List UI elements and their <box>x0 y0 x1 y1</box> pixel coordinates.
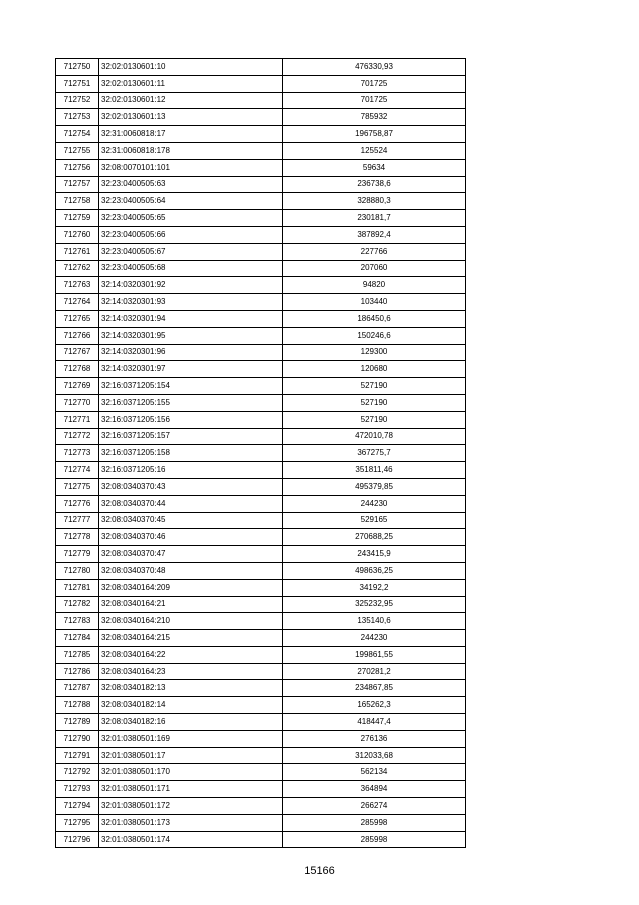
row-id-cell: 712752 <box>56 92 99 109</box>
value-cell: 527190 <box>283 411 466 428</box>
row-id-cell: 712775 <box>56 478 99 495</box>
value-cell: 472010,78 <box>283 428 466 445</box>
table-row <box>56 781 466 798</box>
row-id-cell: 712768 <box>56 361 99 378</box>
row-id-cell: 712751 <box>56 75 99 92</box>
table-row <box>56 495 466 512</box>
cadastral-code-cell: 32:08:0340164:215 <box>99 630 283 647</box>
table-row <box>56 747 466 764</box>
cadastral-code-cell: 32:08:0340370:46 <box>99 529 283 546</box>
row-id-cell: 712792 <box>56 764 99 781</box>
row-id-cell: 712755 <box>56 142 99 159</box>
cadastral-code-cell: 32:31:0060818:17 <box>99 126 283 143</box>
table-row <box>56 798 466 815</box>
row-id-cell: 712786 <box>56 663 99 680</box>
table-row <box>56 361 466 378</box>
cadastral-code-cell: 32:23:0400505:67 <box>99 243 283 260</box>
cadastral-code-cell: 32:08:0340164:22 <box>99 646 283 663</box>
table-row <box>56 646 466 663</box>
cadastral-code-cell: 32:02:0130601:11 <box>99 75 283 92</box>
value-cell: 244230 <box>283 630 466 647</box>
value-cell: 476330,93 <box>283 59 466 76</box>
table-row <box>56 512 466 529</box>
cadastral-code-cell: 32:16:0371205:155 <box>99 394 283 411</box>
table-row <box>56 764 466 781</box>
cadastral-code-cell: 32:31:0060818:178 <box>99 142 283 159</box>
row-id-cell: 712767 <box>56 344 99 361</box>
table-row <box>56 663 466 680</box>
value-cell: 165262,3 <box>283 697 466 714</box>
row-id-cell: 712754 <box>56 126 99 143</box>
value-cell: 243415,9 <box>283 546 466 563</box>
cadastral-code-cell: 32:14:0320301:97 <box>99 361 283 378</box>
row-id-cell: 712777 <box>56 512 99 529</box>
cadastral-code-cell: 32:08:0340164:209 <box>99 579 283 596</box>
table-row <box>56 260 466 277</box>
value-cell: 785932 <box>283 109 466 126</box>
cadastral-code-cell: 32:16:0371205:157 <box>99 428 283 445</box>
row-id-cell: 712760 <box>56 226 99 243</box>
row-id-cell: 712753 <box>56 109 99 126</box>
table-row <box>56 562 466 579</box>
row-id-cell: 712782 <box>56 596 99 613</box>
value-cell: 701725 <box>283 75 466 92</box>
cadastral-code-cell: 32:08:0340182:16 <box>99 714 283 731</box>
cadastral-code-cell: 32:08:0340370:45 <box>99 512 283 529</box>
row-id-cell: 712781 <box>56 579 99 596</box>
cadastral-code-cell: 32:08:0340164:210 <box>99 613 283 630</box>
records-table <box>55 58 466 848</box>
table-row <box>56 831 466 848</box>
value-cell: 94820 <box>283 277 466 294</box>
row-id-cell: 712762 <box>56 260 99 277</box>
row-id-cell: 712783 <box>56 613 99 630</box>
value-cell: 236738,6 <box>283 176 466 193</box>
cadastral-code-cell: 32:16:0371205:158 <box>99 445 283 462</box>
table-row <box>56 210 466 227</box>
row-id-cell: 712764 <box>56 294 99 311</box>
value-cell: 418447,4 <box>283 714 466 731</box>
row-id-cell: 712784 <box>56 630 99 647</box>
cadastral-code-cell: 32:23:0400505:65 <box>99 210 283 227</box>
cadastral-code-cell: 32:23:0400505:64 <box>99 193 283 210</box>
cadastral-code-cell: 32:08:0340182:13 <box>99 680 283 697</box>
table-row <box>56 109 466 126</box>
row-id-cell: 712796 <box>56 831 99 848</box>
row-id-cell: 712789 <box>56 714 99 731</box>
row-id-cell: 712776 <box>56 495 99 512</box>
table-row <box>56 428 466 445</box>
cadastral-code-cell: 32:23:0400505:68 <box>99 260 283 277</box>
cadastral-code-cell: 32:01:0380501:171 <box>99 781 283 798</box>
cadastral-code-cell: 32:23:0400505:63 <box>99 176 283 193</box>
row-id-cell: 712759 <box>56 210 99 227</box>
value-cell: 129300 <box>283 344 466 361</box>
value-cell: 266274 <box>283 798 466 815</box>
table-row <box>56 814 466 831</box>
value-cell: 495379,85 <box>283 478 466 495</box>
table-row <box>56 142 466 159</box>
table-row <box>56 613 466 630</box>
table-row <box>56 630 466 647</box>
table-row <box>56 59 466 76</box>
value-cell: 529165 <box>283 512 466 529</box>
value-cell: 244230 <box>283 495 466 512</box>
value-cell: 367275,7 <box>283 445 466 462</box>
table-row <box>56 243 466 260</box>
value-cell: 285998 <box>283 814 466 831</box>
cadastral-code-cell: 32:01:0380501:172 <box>99 798 283 815</box>
table-row <box>56 75 466 92</box>
value-cell: 364894 <box>283 781 466 798</box>
table-row <box>56 344 466 361</box>
row-id-cell: 712794 <box>56 798 99 815</box>
table-row <box>56 579 466 596</box>
value-cell: 230181,7 <box>283 210 466 227</box>
page-number: 15166 <box>304 865 335 877</box>
value-cell: 186450,6 <box>283 310 466 327</box>
table-row <box>56 378 466 395</box>
table-row <box>56 394 466 411</box>
value-cell: 103440 <box>283 294 466 311</box>
cadastral-code-cell: 32:08:0340182:14 <box>99 697 283 714</box>
value-cell: 227766 <box>283 243 466 260</box>
table-row <box>56 176 466 193</box>
row-id-cell: 712791 <box>56 747 99 764</box>
row-id-cell: 712772 <box>56 428 99 445</box>
row-id-cell: 712756 <box>56 159 99 176</box>
value-cell: 312033,68 <box>283 747 466 764</box>
row-id-cell: 712785 <box>56 646 99 663</box>
table-row <box>56 193 466 210</box>
row-id-cell: 712774 <box>56 462 99 479</box>
cadastral-code-cell: 32:14:0320301:93 <box>99 294 283 311</box>
value-cell: 120680 <box>283 361 466 378</box>
row-id-cell: 712765 <box>56 310 99 327</box>
value-cell: 527190 <box>283 378 466 395</box>
value-cell: 150246,6 <box>283 327 466 344</box>
row-id-cell: 712787 <box>56 680 99 697</box>
row-id-cell: 712769 <box>56 378 99 395</box>
row-id-cell: 712790 <box>56 730 99 747</box>
table-row <box>56 126 466 143</box>
table-row <box>56 730 466 747</box>
row-id-cell: 712771 <box>56 411 99 428</box>
value-cell: 562134 <box>283 764 466 781</box>
value-cell: 498636,25 <box>283 562 466 579</box>
cadastral-code-cell: 32:08:0340370:43 <box>99 478 283 495</box>
row-id-cell: 712770 <box>56 394 99 411</box>
value-cell: 125524 <box>283 142 466 159</box>
row-id-cell: 712788 <box>56 697 99 714</box>
cadastral-code-cell: 32:08:0340164:21 <box>99 596 283 613</box>
cadastral-code-cell: 32:08:0340370:48 <box>99 562 283 579</box>
row-id-cell: 712758 <box>56 193 99 210</box>
table-row <box>56 680 466 697</box>
value-cell: 270281,2 <box>283 663 466 680</box>
value-cell: 135140,6 <box>283 613 466 630</box>
row-id-cell: 712780 <box>56 562 99 579</box>
value-cell: 325232,95 <box>283 596 466 613</box>
cadastral-code-cell: 32:14:0320301:92 <box>99 277 283 294</box>
table-row <box>56 327 466 344</box>
table-row <box>56 714 466 731</box>
row-id-cell: 712795 <box>56 814 99 831</box>
value-cell: 207060 <box>283 260 466 277</box>
table-row <box>56 92 466 109</box>
table-row <box>56 697 466 714</box>
row-id-cell: 712793 <box>56 781 99 798</box>
table-row <box>56 411 466 428</box>
value-cell: 34192,2 <box>283 579 466 596</box>
value-cell: 270688,25 <box>283 529 466 546</box>
table-row <box>56 478 466 495</box>
cadastral-code-cell: 32:01:0380501:17 <box>99 747 283 764</box>
table-row <box>56 159 466 176</box>
table-row <box>56 294 466 311</box>
cadastral-code-cell: 32:01:0380501:173 <box>99 814 283 831</box>
cadastral-code-cell: 32:01:0380501:174 <box>99 831 283 848</box>
cadastral-code-cell: 32:08:0340370:47 <box>99 546 283 563</box>
value-cell: 59634 <box>283 159 466 176</box>
cadastral-code-cell: 32:01:0380501:170 <box>99 764 283 781</box>
row-id-cell: 712761 <box>56 243 99 260</box>
row-id-cell: 712766 <box>56 327 99 344</box>
table-row <box>56 226 466 243</box>
cadastral-code-cell: 32:16:0371205:154 <box>99 378 283 395</box>
cadastral-code-cell: 32:01:0380501:169 <box>99 730 283 747</box>
value-cell: 234867,85 <box>283 680 466 697</box>
row-id-cell: 712750 <box>56 59 99 76</box>
row-id-cell: 712763 <box>56 277 99 294</box>
cadastral-code-cell: 32:14:0320301:95 <box>99 327 283 344</box>
cadastral-code-cell: 32:08:0070101:101 <box>99 159 283 176</box>
table-row <box>56 596 466 613</box>
value-cell: 276136 <box>283 730 466 747</box>
row-id-cell: 712778 <box>56 529 99 546</box>
records-table-body <box>56 59 466 848</box>
value-cell: 285998 <box>283 831 466 848</box>
table-row <box>56 277 466 294</box>
cadastral-code-cell: 32:08:0340164:23 <box>99 663 283 680</box>
cadastral-code-cell: 32:14:0320301:96 <box>99 344 283 361</box>
value-cell: 387892,4 <box>283 226 466 243</box>
cadastral-code-cell: 32:08:0340370:44 <box>99 495 283 512</box>
row-id-cell: 712779 <box>56 546 99 563</box>
value-cell: 701725 <box>283 92 466 109</box>
table-row <box>56 462 466 479</box>
table-row <box>56 529 466 546</box>
table-row <box>56 310 466 327</box>
cadastral-code-cell: 32:16:0371205:16 <box>99 462 283 479</box>
row-id-cell: 712773 <box>56 445 99 462</box>
value-cell: 199861,55 <box>283 646 466 663</box>
cadastral-code-cell: 32:16:0371205:156 <box>99 411 283 428</box>
cadastral-code-cell: 32:02:0130601:12 <box>99 92 283 109</box>
value-cell: 328880,3 <box>283 193 466 210</box>
cadastral-code-cell: 32:02:0130601:13 <box>99 109 283 126</box>
value-cell: 196758,87 <box>283 126 466 143</box>
cadastral-code-cell: 32:02:0130601:10 <box>99 59 283 76</box>
cadastral-code-cell: 32:14:0320301:94 <box>99 310 283 327</box>
table-row <box>56 445 466 462</box>
row-id-cell: 712757 <box>56 176 99 193</box>
value-cell: 351811,46 <box>283 462 466 479</box>
table-row <box>56 546 466 563</box>
value-cell: 527190 <box>283 394 466 411</box>
cadastral-code-cell: 32:23:0400505:66 <box>99 226 283 243</box>
